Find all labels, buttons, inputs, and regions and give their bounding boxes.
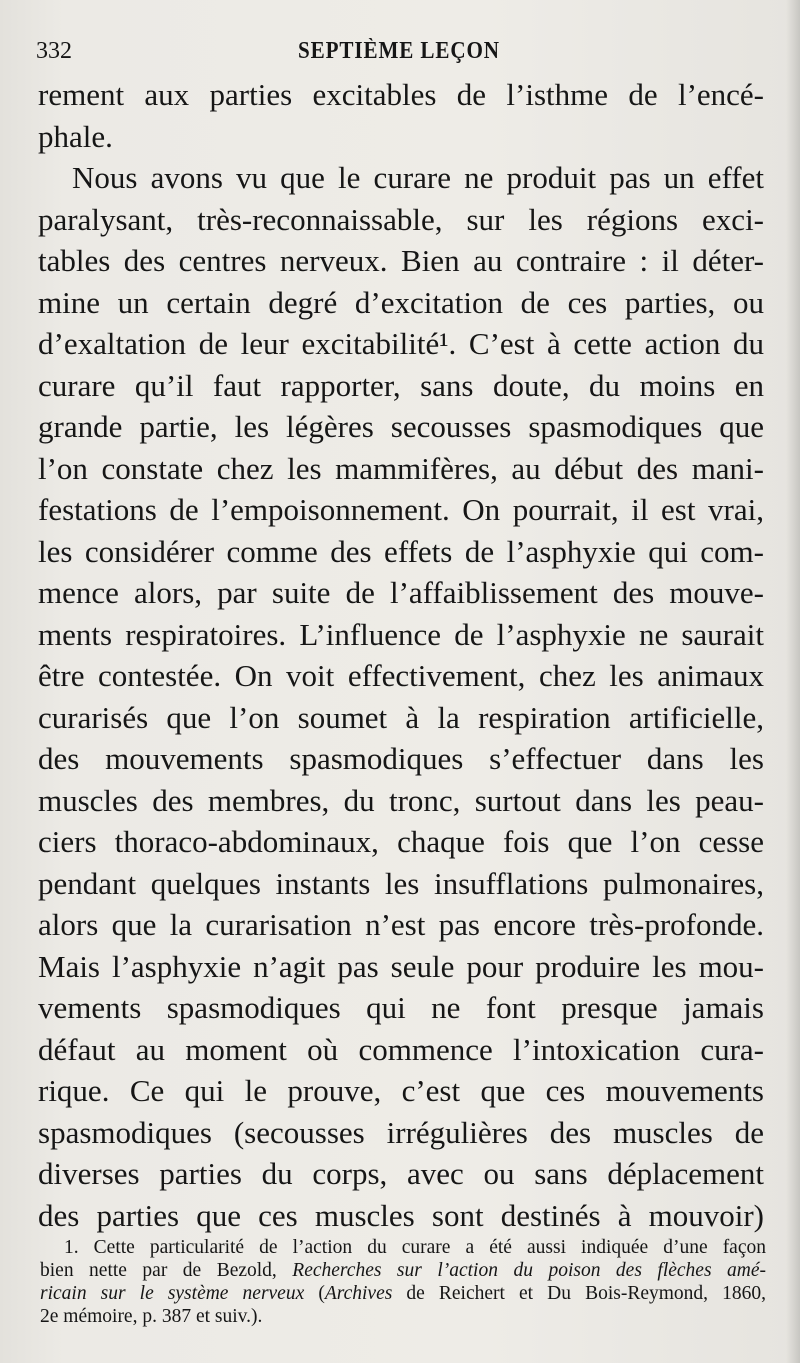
text-line: l’on constate chez les mammifères, au début des mani-	[38, 450, 764, 486]
footnote-text: de Reichert et Du Bois-Reymond, 1860,	[392, 1283, 766, 1304]
footnote-journal-title: Archives	[324, 1283, 393, 1304]
text-line: pendant quelques instants les insufflations pulmonaires,	[38, 865, 764, 901]
text-line: défaut au moment où commence l’intoxication cura-	[38, 1031, 764, 1067]
text-line: les considérer comme des effets de l’asphyxie qui com-	[38, 533, 764, 569]
text-line: Mais l’asphyxie n’agit pas seule pour produire les mou-	[38, 948, 764, 984]
footnote-line: 2e mémoire, p. 387 et suiv.).	[40, 1306, 263, 1327]
text-line: paralysant, très-reconnaissable, sur les régions exci-	[38, 201, 764, 237]
text-line: curarisés que l’on soumet à la respiration artificielle,	[38, 699, 764, 735]
text-line: ments respiratoires. L’influence de l’asphyxie ne saurait	[38, 616, 764, 652]
text-line: grande partie, les légères secousses spasmodiques que	[38, 409, 764, 444]
text-line: Nous avons vu que le curare ne produit pas un effet	[72, 160, 764, 195]
text-line: des parties que ces muscles sont destinés à mouvoir)	[38, 1197, 764, 1233]
text-line: tables des centres nerveux. Bien au contraire : il déter-	[38, 243, 764, 278]
footnote-line	[40, 1282, 766, 1305]
footnote-text: (	[304, 1283, 325, 1304]
running-head: SEPTIÈME LEÇON	[298, 38, 500, 64]
page-number: 332	[36, 38, 72, 64]
text-line: des mouvements spasmodiques s’effectuer dans les	[38, 741, 764, 776]
text-line: muscles des membres, du tronc, surtout dans les peau-	[38, 782, 764, 818]
text-line: curare qu’il faut rapporter, sans doute, du moins en	[38, 367, 764, 403]
text-line: d’exaltation de leur excitabilité¹. C’est à cette action du	[38, 326, 764, 361]
text-line: phale.	[38, 118, 113, 154]
text-line: mence alors, par suite de l’affaiblissement des mouve-	[38, 575, 764, 610]
text-line: rement aux parties excitables de l’isthme de l’encé-	[38, 77, 764, 112]
text-line: être contestée. On voit effectivement, chez les animaux	[38, 658, 764, 693]
footnote-citation-title: ricain sur le système nerveux	[40, 1283, 305, 1304]
body-text	[38, 74, 764, 1236]
text-line: festations de l’empoisonnement. On pourrait, il est vrai,	[38, 492, 764, 527]
text-line: mine un certain degré d’excitation de ces parties, ou	[38, 284, 764, 320]
text-line: vements spasmodiques qui ne font presque jamais	[38, 990, 764, 1025]
text-line: ciers thoraco-abdominaux, chaque fois que l’on cesse	[38, 824, 764, 859]
footnote	[40, 1236, 766, 1328]
text-line: spasmodiques (secousses irrégulières des muscles de	[38, 1114, 764, 1150]
footnote-text: bien nette par de Bezold,	[40, 1260, 293, 1281]
text-line: rique. Ce qui le prouve, c’est que ces mouvements	[38, 1073, 764, 1108]
footnote-citation-title: Recherches sur l’action du poison des flèches amé-	[292, 1260, 766, 1281]
footnote-line	[40, 1259, 766, 1282]
footnote-line: 1. Cette particularité de l’action du curare a été aussi indiquée d’une façon	[64, 1237, 766, 1258]
text-line: alors que la curarisation n’est pas encore très-profonde.	[38, 907, 764, 942]
text-line: diverses parties du corps, avec ou sans déplacement	[38, 1156, 764, 1191]
page-header	[36, 38, 762, 72]
page-edge-shadow	[786, 0, 800, 1363]
